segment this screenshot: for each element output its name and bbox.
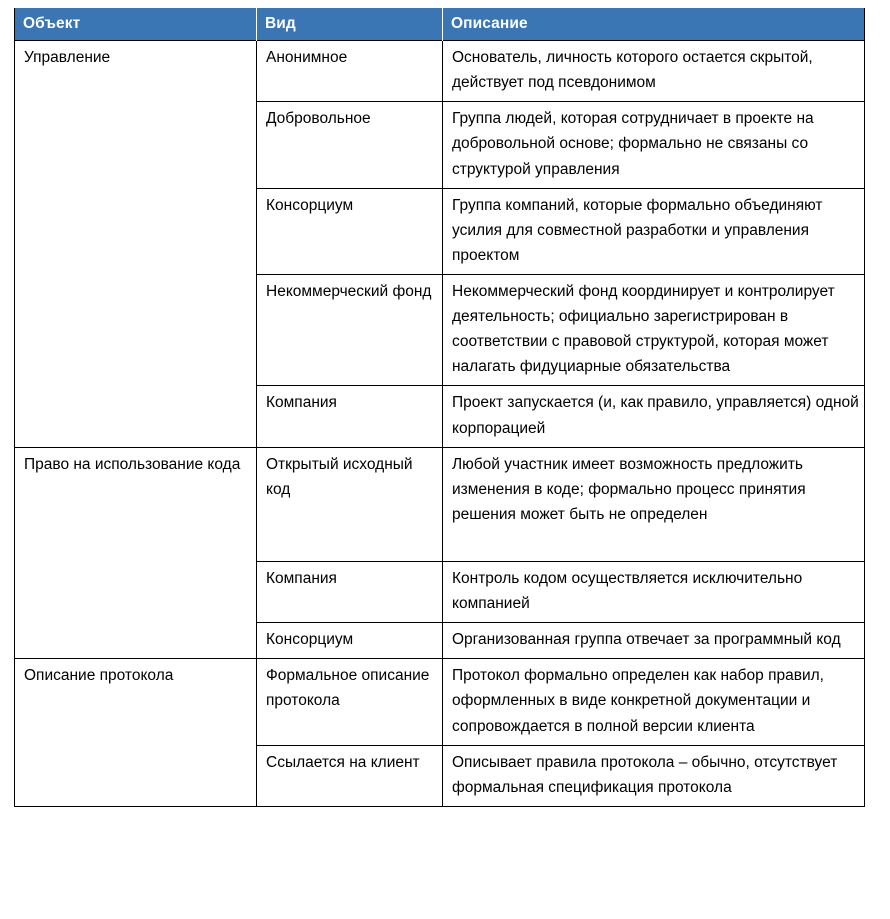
cell-kind-text: Некоммерческий фонд <box>266 282 432 300</box>
cell-kind <box>257 41 443 102</box>
column-header-object: Объект <box>15 8 257 41</box>
column-header-description: Описание <box>443 8 865 41</box>
cell-object-text: Право на использование кода <box>24 455 241 473</box>
cell-kind-text: Компания <box>266 569 337 587</box>
table-row <box>15 41 865 102</box>
cell-description-text: Группа людей, которая сотрудничает в проекте на добровольной основе; формально не связаны со структурой управления <box>452 110 814 178</box>
cell-kind <box>257 188 443 274</box>
cell-kind <box>257 659 443 745</box>
cell-object-text: Управление <box>24 49 111 67</box>
cell-description <box>443 561 865 622</box>
table-row <box>15 447 865 561</box>
cell-description <box>443 745 865 806</box>
cell-kind-text: Ссылается на клиент <box>266 753 420 771</box>
cell-kind <box>257 561 443 622</box>
cell-description <box>443 623 865 659</box>
cell-kind-text: Формальное описание протокола <box>266 667 430 710</box>
column-header-kind: Вид <box>257 8 443 41</box>
cell-object <box>15 447 257 659</box>
cell-kind <box>257 745 443 806</box>
table-body <box>15 41 865 807</box>
cell-kind <box>257 274 443 385</box>
cell-description <box>443 274 865 385</box>
cell-kind-text: Открытый исходный код <box>266 455 413 498</box>
cell-kind <box>257 623 443 659</box>
cell-description-text: Проект запускается (и, как правило, управляется) одной корпорацией <box>452 394 859 437</box>
cell-kind-text: Компания <box>266 394 337 412</box>
cell-description <box>443 102 865 188</box>
cell-description <box>443 659 865 745</box>
cell-kind <box>257 447 443 561</box>
cell-object <box>15 41 257 448</box>
table-header <box>15 8 865 41</box>
cell-kind-text: Анонимное <box>266 49 348 67</box>
cell-description-text: Описывает правила протокола – обычно, отсутствует формальная спецификация протокола <box>452 753 838 796</box>
cell-description-text: Контроль кодом осуществляется исключительно компанией <box>452 569 803 613</box>
cell-description-text: Организованная группа отвечает за программный код <box>452 631 841 649</box>
cell-description <box>443 188 865 274</box>
cell-kind-text: Консорциум <box>266 196 354 214</box>
cell-description <box>443 41 865 102</box>
cell-description-text: Протокол формально определен как набор правил, оформленных в виде конкретной документации и сопровождается в полной версии клиента <box>452 667 824 735</box>
governance-table <box>14 8 865 807</box>
cell-description <box>443 447 865 561</box>
cell-description-text: Группа компаний, которые формально объединяют усилия для совместной разработки и управления проектом <box>452 196 823 264</box>
cell-kind-text: Консорциум <box>266 631 354 649</box>
cell-object <box>15 659 257 807</box>
cell-object-text: Описание протокола <box>24 667 174 685</box>
cell-description-text: Некоммерческий фонд координирует и контролирует деятельность; официально зарегистрирован в соответствии с правовой структурой, которая может налагать фидуциарные обязательства <box>452 282 835 376</box>
cell-description <box>443 386 865 447</box>
cell-kind <box>257 102 443 188</box>
cell-kind-text: Добровольное <box>266 110 371 128</box>
governance-table-container <box>14 8 864 807</box>
table-row <box>15 659 865 745</box>
cell-kind <box>257 386 443 447</box>
cell-description-text: Любой участник имеет возможность предложить изменения в коде; формально процесс принятия решения может быть не определен <box>452 455 806 523</box>
cell-description-text: Основатель, личность которого остается скрытой, действует под псевдонимом <box>452 49 813 92</box>
table-header-row <box>15 8 865 41</box>
